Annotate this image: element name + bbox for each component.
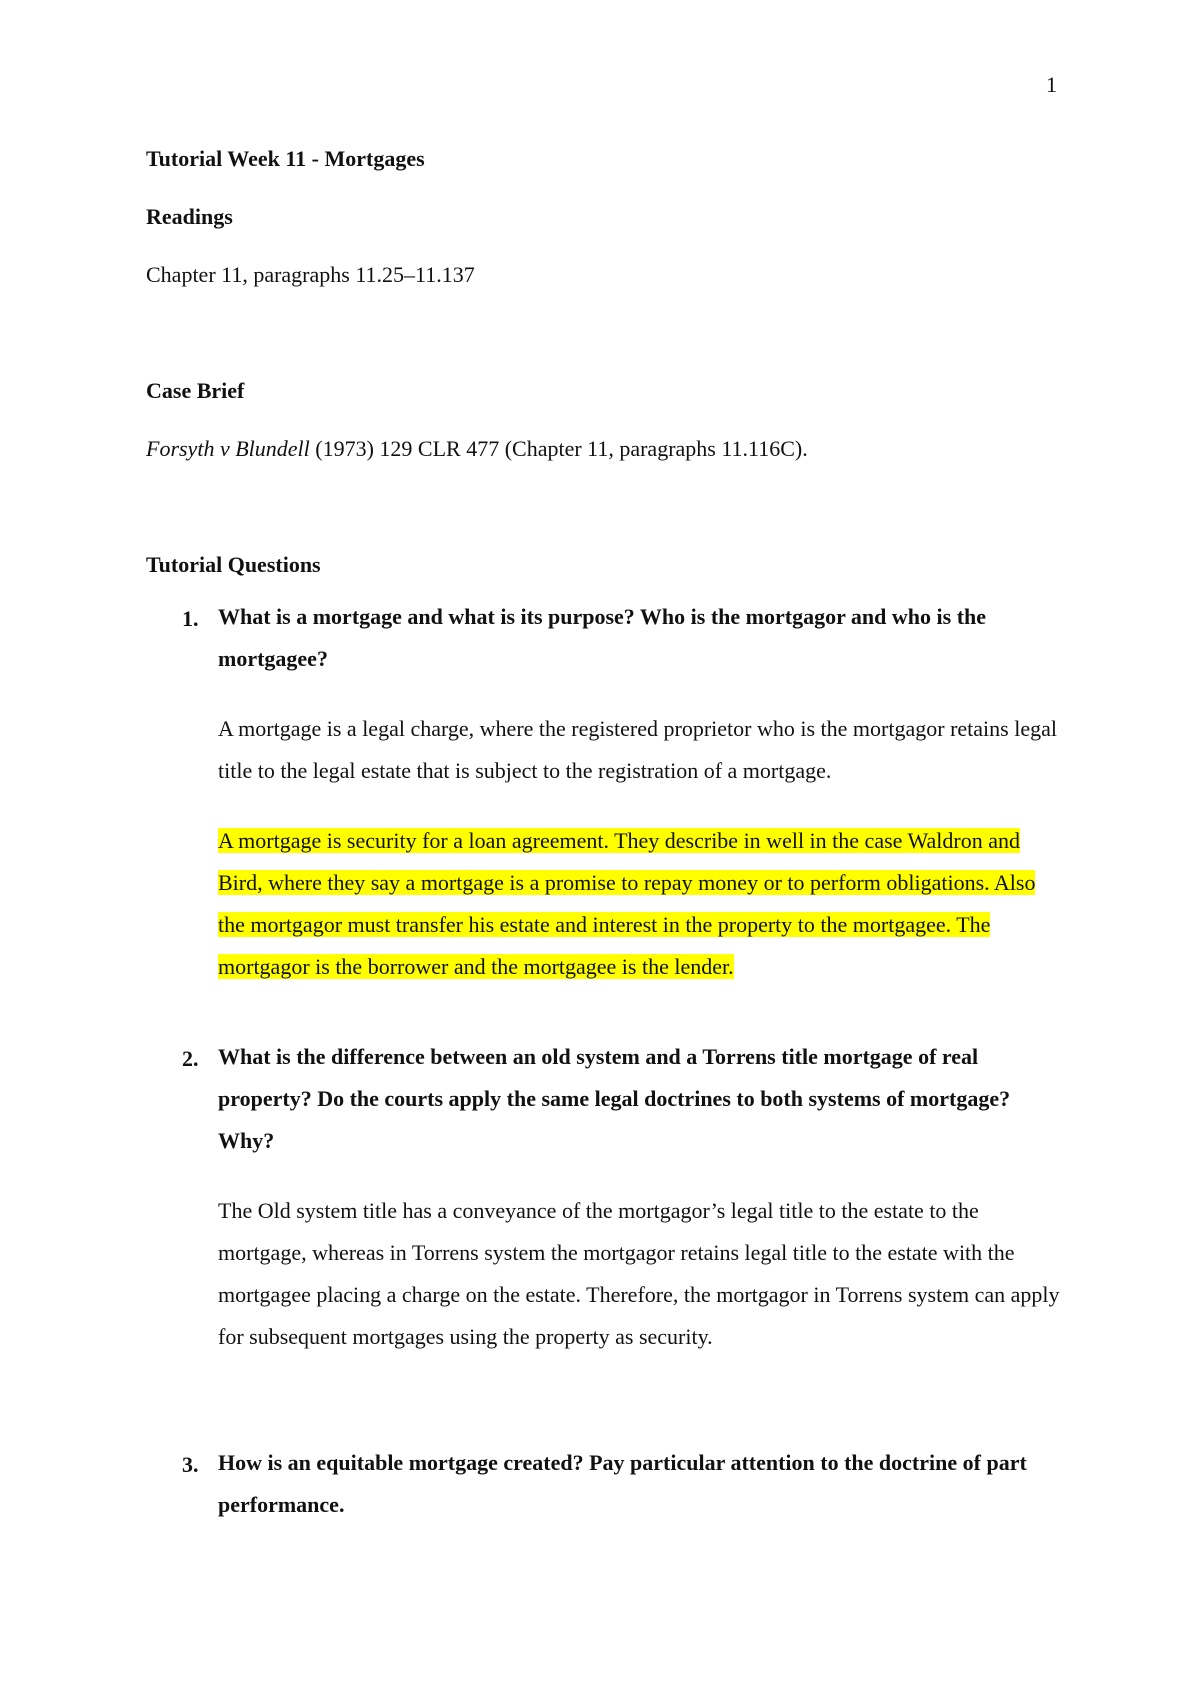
case-name: Forsyth v Blundell [146,436,310,461]
case-brief-heading: Case Brief [146,378,245,403]
question-1-text: What is a mortgage and what is its purpose? Who is the mortgagor and who is the mortgagee? [218,604,987,671]
question-2-text: What is the difference between an old system and a Torrens title mortgage of real property? Do the courts apply the same legal doctrines to both systems of mortgage? Why? [218,1044,1011,1153]
question-2-number: 2. [182,1046,199,1071]
question-1-highlighted-answer [218,820,1038,988]
case-brief-text [146,436,808,462]
case-citation: (1973) 129 CLR 477 (Chapter 11, paragraphs 11.116C). [309,436,808,461]
question-1-number: 1. [182,606,199,631]
highlighted-text: A mortgage is security for a loan agreement. They describe in well in the case Waldron and Bird, where they say a mortgage is a promise to repay money or to perform obligations. Also the mortgagor must transfer his estate and interest in the property to the mortgagee. The mortgagor is the borrower and the mortgagee is the lender. [218,828,1036,979]
document-title: Tutorial Week 11 - Mortgages [146,146,425,171]
question-3-text: How is an equitable mortgage created? Pay particular attention to the doctrine of part performance. [218,1450,1027,1517]
question-2-answer: The Old system title has a conveyance of the mortgagor’s legal title to the estate to the mortgage, whereas in Torrens system the mortgagor retains legal title to the estate with the mortgagee placing a charge on the estate. Therefore, the mortgagor in Torrens system can apply for subsequent mortgages using the property as security. [218,1198,1060,1349]
tutorial-questions-heading: Tutorial Questions [146,552,321,577]
question-1-answer: A mortgage is a legal charge, where the registered proprietor who is the mortgagor retains legal title to the legal estate that is subject to the registration of a mortgage. [218,716,1057,783]
readings-text: Chapter 11, paragraphs 11.25–11.137 [146,262,475,287]
readings-heading: Readings [146,204,233,229]
question-3-number: 3. [182,1452,199,1477]
page-number: 1 [1046,72,1057,97]
